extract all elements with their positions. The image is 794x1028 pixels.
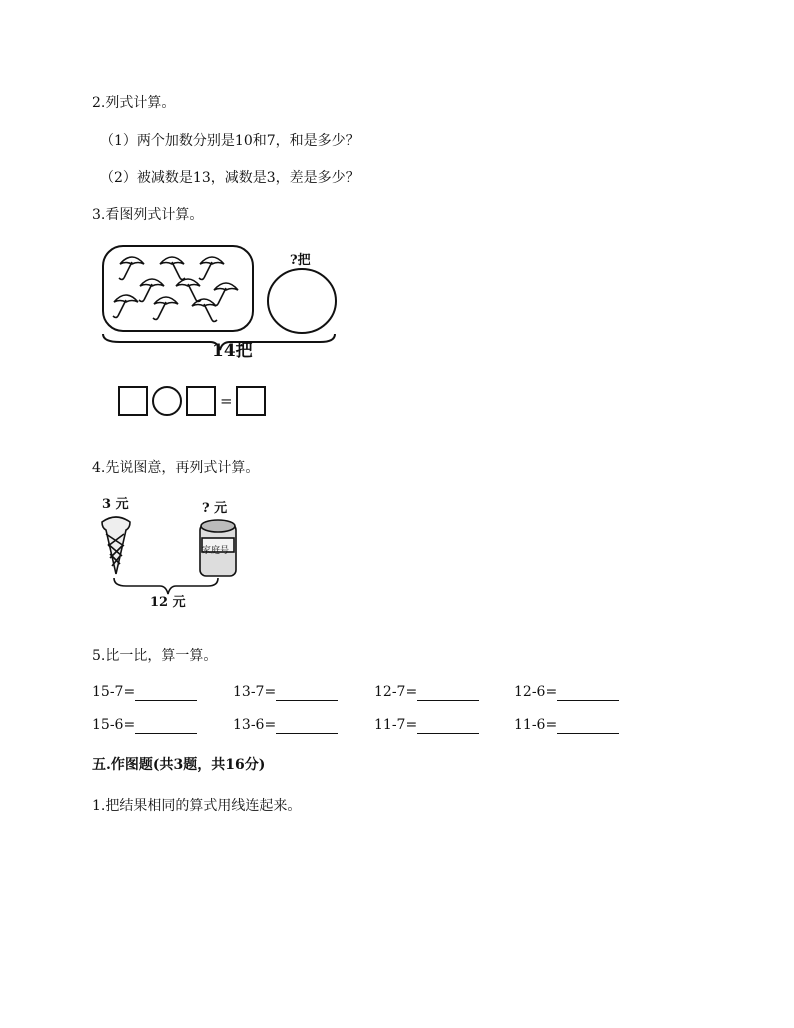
total-umbrellas-label: 14把: [212, 341, 253, 361]
exercise-item: 12-7=: [374, 683, 479, 701]
exercise-item: 12-6=: [514, 683, 619, 701]
answer-blank[interactable]: [135, 720, 197, 734]
exercise-item: 11-6=: [514, 716, 619, 734]
operator-circle[interactable]: [152, 386, 182, 416]
exercise-item: 13-6=: [233, 716, 338, 734]
q2-part1: （1）两个加数分别是10和7，和是多少？: [100, 133, 360, 149]
equals-sign: =: [220, 392, 233, 410]
answer-blank[interactable]: [417, 687, 479, 701]
answer-box-3[interactable]: [236, 386, 266, 416]
answer-blank[interactable]: [276, 687, 338, 701]
q3-title: 3.看图列式计算。: [92, 207, 204, 223]
answer-box-1[interactable]: [118, 386, 148, 416]
answer-blank[interactable]: [135, 687, 197, 701]
exercise-item: 15-6=: [92, 716, 197, 734]
answer-blank[interactable]: [276, 720, 338, 734]
icecream-icon: [102, 517, 130, 574]
q5-title: 5.比一比，算一算。: [92, 648, 218, 664]
answer-blank[interactable]: [417, 720, 479, 734]
answer-blank[interactable]: [557, 720, 619, 734]
can-label: 家庭号: [202, 546, 230, 556]
exercise-item: 15-7=: [92, 683, 197, 701]
unknown-umbrellas-label: ?把: [290, 253, 311, 268]
exercise-item: 13-7=: [233, 683, 338, 701]
section-heading: 五.作图题(共3题，共16分): [92, 757, 266, 773]
icecream-can-figure: [96, 512, 256, 598]
q4-title: 4.先说图意，再列式计算。: [92, 460, 260, 476]
q2-part2: （2）被减数是13，减数是3，差是多少？: [100, 170, 360, 186]
icecream-price: 3 元: [102, 497, 129, 512]
q2-title: 2.列式计算。: [92, 95, 176, 111]
section5-q1: 1.把结果相同的算式用线连起来。: [92, 798, 302, 814]
total-price: 12 元: [150, 595, 186, 610]
answer-box-2[interactable]: [186, 386, 216, 416]
can-price: ? 元: [202, 501, 228, 516]
answer-blank[interactable]: [557, 687, 619, 701]
exercise-item: 11-7=: [374, 716, 479, 734]
